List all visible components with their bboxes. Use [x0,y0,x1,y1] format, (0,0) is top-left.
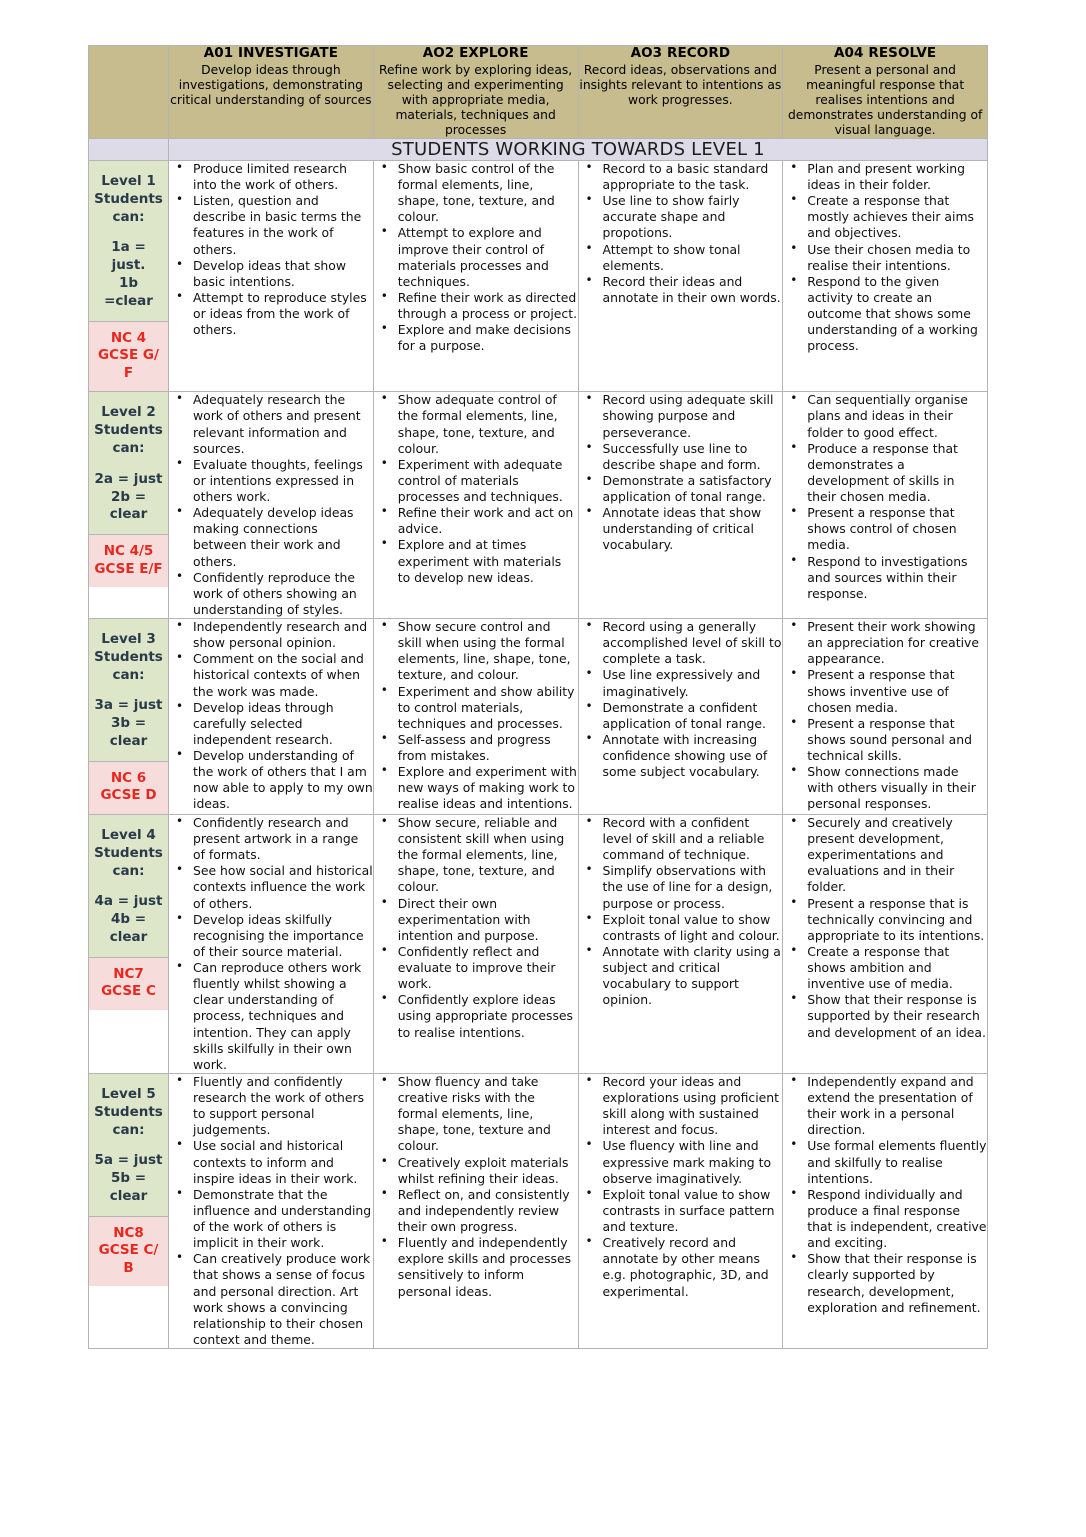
level-title-block [89,619,168,761]
header-desc-ao4: Present a personal and meaningful response that realises intentions and demonstrates understanding of visual language. [787,62,983,137]
criteria-list [169,1074,373,1348]
level-title-block [89,815,168,957]
criteria-list [374,1074,578,1300]
criteria-list [374,815,578,1041]
level-sublevel-code: 5a = just 5b = clear [94,1152,163,1205]
criteria-list [783,161,987,355]
criteria-item: • Record using a generally accomplished level of skill to complete a task. [579,619,783,667]
criteria-cell-ao3 [578,1073,783,1348]
criteria-item: • Show connections made with others visually in their personal responses. [783,764,987,812]
banner-row [89,138,988,160]
level-label-stack [89,815,168,1010]
level-label-cell [89,160,169,391]
criteria-cell-ao3 [578,814,783,1073]
criteria-cell-ao4 [783,814,988,1073]
criteria-item: • Produce limited research into the work of others. [169,161,373,193]
criteria-list [579,1074,783,1300]
criteria-cell-ao2 [373,160,578,391]
criteria-item: • Can sequentially organise plans and ideas in their folder to good effect. [783,392,987,440]
nc-gcse-badge: NC 6 GCSE D [89,761,168,814]
criteria-list [169,619,373,813]
level-label-stack [89,392,168,587]
level-title: Level 1 Students can: [94,172,163,225]
criteria-cell-ao4 [783,160,988,391]
criteria-item: • Present a response that is technically convincing and appropriate to its intentions. [783,896,987,944]
criteria-item: • Adequately develop ideas making connections between their work and others. [169,505,373,570]
rubric-body [89,46,988,1349]
criteria-item: • Self-assess and progress from mistakes. [374,732,578,764]
criteria-item: • Attempt to reproduce styles or ideas from the work of others. [169,290,373,338]
level-title-block [89,392,168,534]
criteria-item: • Attempt to explore and improve their control of materials processes and techniques. [374,225,578,290]
criteria-item: • Develop ideas skilfully recognising the importance of their source material. [169,912,373,960]
criteria-cell-ao2 [373,1073,578,1348]
criteria-cell-ao4 [783,392,988,619]
criteria-item: • Record with a confident level of skill and a reliable command of technique. [579,815,783,863]
criteria-item: • Show that their response is supported by their research and development of an idea. [783,992,987,1040]
criteria-list [374,392,578,586]
nc-gcse-badge: NC7 GCSE C [89,957,168,1010]
header-title-ao4: A04 RESOLVE [833,45,937,61]
nc-gcse-badge: NC8 GCSE C/ B [89,1216,168,1287]
criteria-item: • Can reproduce others work fluently whilst showing a clear understanding of process, techniques and intention. They can apply skills skilfully in their own work. [169,960,373,1073]
criteria-item: • Successfully use line to describe shape and form. [579,441,783,473]
criteria-item: • Create a response that shows ambition and inventive use of media. [783,944,987,992]
header-cell-ao3 [578,46,783,139]
criteria-item: • Experiment with adequate control of materials processes and techniques. [374,457,578,505]
criteria-item: • Fluently and confidently research the work of others to support personal judgements. [169,1074,373,1139]
banner-corner-cell [89,138,169,160]
criteria-item: • Respond to the given activity to create an outcome that shows some understanding of a working process. [783,274,987,355]
criteria-item: • Use fluency with line and expressive mark making to observe imaginatively. [579,1138,783,1186]
assessment-rubric-sheet [88,45,987,1349]
level-label-cell [89,619,169,815]
criteria-item: • Demonstrate a confident application of tonal range. [579,700,783,732]
header-cell-ao2 [373,46,578,139]
criteria-item: • Use line expressively and imaginatively. [579,667,783,699]
level-sublevel-code: 3a = just 3b = clear [94,697,163,750]
criteria-item: • Direct their own experimentation with intention and purpose. [374,896,578,944]
criteria-item: • Record to a basic standard appropriate to the task. [579,161,783,193]
criteria-item: • Show secure control and skill when using the formal elements, line, shape, tone, texture, and colour. [374,619,578,684]
criteria-item: • Record their ideas and annotate in their own words. [579,274,783,306]
rubric-row [89,392,988,619]
criteria-item: • Develop understanding of the work of others that I am now able to apply to my own ideas. [169,748,373,813]
criteria-item: • Annotate ideas that show understanding of critical vocabulary. [579,505,783,553]
criteria-item: • Develop ideas that show basic intentions. [169,258,373,290]
criteria-item: • Confidently research and present artwork in a range of formats. [169,815,373,863]
criteria-item: • Confidently explore ideas using appropriate processes to realise intentions. [374,992,578,1040]
criteria-item: • Creatively record and annotate by other means e.g. photographic, 3D, and experimental. [579,1235,783,1300]
criteria-item: • Use their chosen media to realise their intentions. [783,242,987,274]
criteria-item: • Refine their work as directed through a process or project. [374,290,578,322]
criteria-list [169,161,373,338]
rubric-row [89,1073,988,1348]
level-spacer [93,684,164,697]
rubric-row [89,160,988,391]
nc-gcse-badge: NC 4 GCSE G/ F [89,321,168,392]
criteria-item: • Show that their response is clearly supported by research, development, exploration and refinement. [783,1251,987,1316]
criteria-item: • Explore and make decisions for a purpose. [374,322,578,354]
level-title: Level 4 Students can: [94,826,163,879]
criteria-item: • Exploit tonal value to show contrasts of light and colour. [579,912,783,944]
level-title-block [89,161,168,321]
criteria-cell-ao3 [578,160,783,391]
criteria-item: • Experiment and show ability to control materials, techniques and processes. [374,684,578,732]
header-desc-ao2: Refine work by exploring ideas, selecting and experimenting with appropriate media, materials, techniques and processes [379,62,573,137]
criteria-item: • Reflect on, and consistently and independently review their own progress. [374,1187,578,1235]
criteria-item: • Present a response that shows inventive use of chosen media. [783,667,987,715]
criteria-item: • Use formal elements fluently and skilfully to realise intentions. [783,1138,987,1186]
header-row [89,46,988,139]
criteria-item: • Simplify observations with the use of line for a design, purpose or process. [579,863,783,911]
criteria-cell-ao3 [578,619,783,815]
header-desc-ao3: Record ideas, observations and insights relevant to intentions as work progresses. [579,62,782,107]
criteria-cell-ao4 [783,1073,988,1348]
criteria-cell-ao2 [373,814,578,1073]
level-spacer [93,226,164,239]
header-cell-ao4 [783,46,988,139]
criteria-list [783,619,987,813]
criteria-cell-ao1 [169,392,374,619]
header-desc-ao1: Develop ideas through investigations, demonstrating critical understanding of sources [170,62,372,107]
criteria-item: • Produce a response that demonstrates a development of skills in their chosen media. [783,441,987,506]
criteria-item: • Annotate with increasing confidence showing use of some subject vocabulary. [579,732,783,780]
level-title: Level 2 Students can: [94,404,163,456]
criteria-item: • Can creatively produce work that shows a sense of focus and personal direction. Art work shows a convincing relationship to their chosen context and theme. [169,1251,373,1348]
criteria-item: • Comment on the social and historical contexts of when the work was made. [169,651,373,699]
level-label-stack [89,1074,168,1287]
level-label-stack [89,161,168,391]
criteria-item: • Attempt to show tonal elements. [579,242,783,274]
criteria-item: • Annotate with clarity using a subject and critical vocabulary to support opinion. [579,944,783,1009]
criteria-item: • Record your ideas and explorations using proficient skill along with sustained interest and focus. [579,1074,783,1139]
criteria-item: • Show adequate control of the formal elements, line, shape, tone, texture, and colour. [374,392,578,457]
level-spacer [93,1139,164,1152]
criteria-list [169,392,373,618]
criteria-item: • Present a response that shows sound personal and technical skills. [783,716,987,764]
nc-gcse-badge: NC 4/5 GCSE E/F [89,534,168,587]
level-label-cell [89,392,169,619]
level-label-stack [89,619,168,814]
criteria-item: • Present a response that shows control of chosen media. [783,505,987,553]
criteria-cell-ao1 [169,160,374,391]
header-cell-ao1 [169,46,374,139]
criteria-list [783,1074,987,1316]
criteria-item: • Use social and historical contexts to inform and inspire ideas in their work. [169,1138,373,1186]
criteria-cell-ao2 [373,619,578,815]
criteria-item: • Present their work showing an appreciation for creative appearance. [783,619,987,667]
criteria-item: • Demonstrate that the influence and understanding of the work of others is implicit in their work. [169,1187,373,1252]
level-label-cell [89,814,169,1073]
criteria-list [579,619,783,780]
criteria-cell-ao4 [783,619,988,815]
criteria-item: • Adequately research the work of others and present relevant information and sources. [169,392,373,457]
criteria-item: • Refine their work and act on advice. [374,505,578,537]
criteria-list [579,392,783,553]
criteria-list [783,392,987,602]
criteria-item: • Evaluate thoughts, feelings or intentions expressed in others work. [169,457,373,505]
rubric-row [89,814,988,1073]
banner-title: STUDENTS WORKING TOWARDS LEVEL 1 [169,138,988,160]
rubric-row [89,619,988,815]
criteria-item: • Demonstrate a satisfactory application of tonal range. [579,473,783,505]
criteria-item: • Creatively exploit materials whilst refining their ideas. [374,1155,578,1187]
criteria-list [374,619,578,813]
criteria-cell-ao1 [169,619,374,815]
criteria-cell-ao1 [169,1073,374,1348]
level-label-cell [89,1073,169,1348]
header-corner-cell [89,46,169,139]
criteria-item: • Independently expand and extend the presentation of their work in a personal direction. [783,1074,987,1139]
criteria-item: • Record using adequate skill showing purpose and perseverance. [579,392,783,440]
criteria-item: • Confidently reproduce the work of others showing an understanding of styles. [169,570,373,618]
criteria-item: • Exploit tonal value to show contrasts in surface pattern and texture. [579,1187,783,1235]
level-spacer [93,458,164,471]
level-sublevel-code: 2a = just 2b = clear [94,470,163,523]
criteria-cell-ao2 [373,392,578,619]
criteria-item: • Respond individually and produce a final response that is independent, creative and exciting. [783,1187,987,1252]
criteria-item: • Show secure, reliable and consistent skill when using the formal elements, line, shape, tone, texture, and colour. [374,815,578,896]
rubric-table [88,45,988,1349]
criteria-item: • Create a response that mostly achieves their aims and objectives. [783,193,987,241]
header-title-ao1: A01 INVESTIGATE [203,45,339,61]
criteria-item: • Show fluency and take creative risks with the formal elements, line, shape, tone, texture and colour. [374,1074,578,1155]
criteria-item: • Show basic control of the formal elements, line, shape, tone, texture, and colour. [374,161,578,226]
criteria-item: • Plan and present working ideas in their folder. [783,161,987,193]
criteria-item: • Listen, question and describe in basic terms the features in the work of others. [169,193,373,258]
header-title-ao2: AO2 EXPLORE [422,45,529,61]
level-spacer [93,880,164,893]
criteria-item: • Explore and experiment with new ways of making work to realise ideas and intentions. [374,764,578,812]
criteria-item: • Respond to investigations and sources within their response. [783,554,987,602]
header-title-ao3: AO3 RECORD [630,45,731,61]
criteria-item: • Confidently reflect and evaluate to improve their work. [374,944,578,992]
criteria-item: • Explore and at times experiment with materials to develop new ideas. [374,537,578,585]
criteria-list [579,161,783,306]
criteria-item: • Securely and creatively present development, experimentations and evaluations and in their folder. [783,815,987,896]
criteria-list [169,815,373,1073]
level-sublevel-code: 1a = just. 1b =clear [104,239,153,309]
level-sublevel-code: 4a = just 4b = clear [94,893,163,946]
criteria-item: • See how social and historical contexts influence the work of others. [169,863,373,911]
criteria-item: • Use line to show fairly accurate shape and propotions. [579,193,783,241]
level-title: Level 5 Students can: [94,1085,163,1138]
criteria-item: • Independently research and show personal opinion. [169,619,373,651]
criteria-list [783,815,987,1041]
criteria-list [579,815,783,1009]
criteria-cell-ao1 [169,814,374,1073]
level-title: Level 3 Students can: [94,631,163,683]
criteria-item: • Develop ideas through carefully selected independent research. [169,700,373,748]
level-title-block [89,1074,168,1216]
criteria-list [374,161,578,355]
criteria-cell-ao3 [578,392,783,619]
criteria-item: • Fluently and independently explore skills and processes sensitively to inform personal ideas. [374,1235,578,1300]
